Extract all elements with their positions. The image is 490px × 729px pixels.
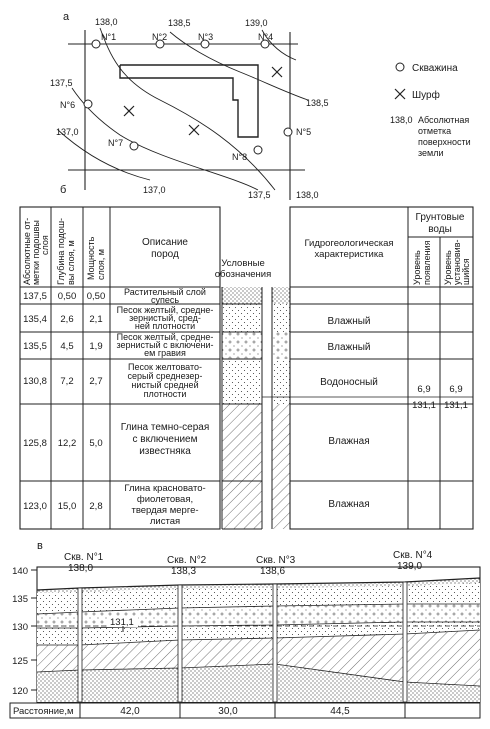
distance-value: 44,5 [330, 706, 350, 717]
borehole-log-table [20, 184, 473, 529]
svg-text:N°4: N°4 [258, 32, 274, 42]
svg-text:воды: воды [428, 224, 452, 235]
svg-text:Глина красновато-: Глина красновато- [124, 483, 206, 494]
svg-text:2,8: 2,8 [89, 501, 103, 512]
svg-text:N°2: N°2 [152, 32, 168, 42]
svg-text:Песок желтый, средне-: Песок желтый, средне- [116, 305, 214, 315]
legend-well: Скважина [412, 63, 458, 74]
building-outline [120, 65, 258, 137]
svg-text:Песок желтовато-: Песок желтовато- [127, 362, 203, 372]
svg-text:Влажный: Влажный [327, 342, 371, 353]
svg-text:нистый средней: нистый средней [131, 380, 199, 390]
svg-text:слоя: слоя [40, 235, 50, 255]
svg-text:Скв. N°2: Скв. N°2 [167, 555, 207, 566]
svg-text:N°6: N°6 [60, 100, 76, 110]
contour-label: 138,5 [306, 98, 329, 108]
distance-value: 42,0 [120, 706, 140, 717]
svg-text:Песок желтый, средне-: Песок желтый, средне- [116, 332, 214, 342]
svg-text:обозначения: обозначения [214, 269, 272, 280]
svg-text:вы слоя, м: вы слоя, м [66, 240, 76, 285]
header-symbols: Условные [221, 258, 265, 269]
contour-label: 138,0 [296, 190, 319, 200]
svg-text:Уровень: Уровень [412, 250, 422, 285]
header-description: Описание [141, 237, 189, 248]
well-marker [258, 32, 273, 48]
svg-text:137,5: 137,5 [23, 291, 47, 302]
svg-text:135,5: 135,5 [23, 341, 47, 352]
svg-text:0,50: 0,50 [57, 291, 77, 302]
svg-text:пород: пород [151, 249, 179, 260]
contour-label: 138,0 [95, 17, 118, 27]
distance-label: Расстояние,м [13, 706, 74, 717]
svg-text:5,0: 5,0 [89, 438, 103, 449]
well-marker [198, 32, 213, 48]
svg-text:Растительный слой: Растительный слой [124, 287, 206, 297]
svg-text:шийся: шийся [461, 258, 471, 285]
svg-text:плотности: плотности [143, 389, 187, 399]
y-axis [12, 566, 37, 697]
svg-text:серый среднезер-: серый среднезер- [127, 371, 203, 381]
svg-text:Скв. N°1: Скв. N°1 [64, 552, 104, 563]
svg-text:2,6: 2,6 [60, 314, 74, 325]
table-row [23, 305, 370, 331]
svg-text:зернистый, сред-: зернистый, сред- [129, 313, 201, 323]
svg-text:ней плотности: ней плотности [134, 321, 196, 331]
header-abs-mark [22, 218, 50, 285]
well-marker [284, 127, 311, 137]
site-plan [50, 11, 471, 200]
svg-text:Влажная: Влажная [328, 499, 370, 510]
well-marker [232, 146, 262, 162]
svg-text:2,1: 2,1 [89, 314, 103, 325]
water-level-label: 131,1 [110, 617, 134, 628]
svg-text:138,6: 138,6 [260, 566, 286, 577]
table-row [23, 422, 370, 457]
svg-text:15,0: 15,0 [57, 501, 77, 512]
svg-text:131,1: 131,1 [412, 400, 436, 411]
contour-line [58, 130, 150, 180]
svg-text:6,9: 6,9 [417, 384, 431, 395]
svg-text:130,8: 130,8 [23, 376, 47, 387]
svg-text:2,7: 2,7 [89, 376, 103, 387]
svg-text:земли: земли [418, 148, 444, 158]
section-a-label: а [63, 11, 70, 23]
svg-text:N°5: N°5 [296, 127, 312, 137]
svg-text:зернистый с включени-: зернистый с включени- [116, 340, 214, 350]
svg-text:Абсолютная: Абсолютная [418, 115, 470, 125]
svg-text:Влажная: Влажная [328, 436, 370, 447]
section-b-label: б [60, 184, 67, 196]
svg-text:138,3: 138,3 [171, 566, 197, 577]
contour-label: 137,5 [248, 190, 271, 200]
svg-text:листая: листая [149, 516, 181, 527]
svg-text:слоя, м: слоя, м [96, 249, 106, 280]
svg-text:130: 130 [12, 622, 28, 633]
svg-text:поверхности: поверхности [418, 137, 471, 147]
svg-text:12,2: 12,2 [57, 438, 77, 449]
svg-text:N°3: N°3 [198, 32, 214, 42]
svg-text:отметка: отметка [418, 126, 452, 136]
well-marker [152, 32, 167, 48]
svg-text:Глубина подош-: Глубина подош- [56, 217, 66, 285]
svg-text:7,2: 7,2 [60, 376, 74, 387]
svg-text:установив-: установив- [452, 239, 462, 285]
header-gw-appear [412, 240, 432, 285]
svg-text:Водоносный: Водоносный [320, 377, 378, 388]
svg-text:1,9: 1,9 [89, 341, 103, 352]
legend-elev-value: 138,0 [390, 115, 413, 125]
table-row [23, 483, 370, 527]
svg-text:135,4: 135,4 [23, 314, 47, 325]
header-hydro: Гидрогеологическая [304, 238, 394, 249]
svg-text:140: 140 [12, 566, 28, 577]
contour-label: 137,0 [143, 185, 166, 195]
header-thickness [86, 236, 106, 280]
contour-label: 137,5 [50, 78, 73, 88]
svg-text:появления: появления [422, 240, 432, 285]
svg-text:135: 135 [12, 594, 28, 605]
well-marker [108, 138, 138, 150]
contour-label: 137,0 [56, 127, 79, 137]
contour-label: 139,0 [245, 18, 268, 28]
svg-text:Уровень: Уровень [443, 250, 453, 285]
section-c-label: в [37, 540, 43, 552]
svg-text:фиолетовая,: фиолетовая, [136, 494, 194, 505]
contour-label: 138,5 [168, 18, 191, 28]
well-marker [60, 100, 92, 110]
svg-text:Скв. N°4: Скв. N°4 [393, 550, 433, 561]
table-row [23, 332, 370, 358]
svg-text:метки подошвы: метки подошвы [31, 220, 41, 285]
cross-section [10, 540, 480, 718]
svg-text:125,8: 125,8 [23, 438, 47, 449]
svg-text:N°7: N°7 [108, 138, 124, 148]
svg-text:с включением: с включением [132, 434, 198, 445]
table-row [23, 362, 378, 399]
header-groundwater: Грунтовые [415, 212, 465, 223]
svg-text:125: 125 [12, 656, 28, 667]
svg-text:характеристика: характеристика [314, 249, 384, 260]
svg-text:Мощность: Мощность [86, 236, 96, 280]
svg-text:131,1: 131,1 [444, 400, 468, 411]
plan-legend [390, 63, 471, 158]
contour-line [72, 88, 258, 190]
svg-text:Влажный: Влажный [327, 316, 371, 327]
svg-text:Скв. N°3: Скв. N°3 [256, 555, 296, 566]
header-gw-static [443, 240, 471, 286]
well-marker [92, 32, 116, 48]
distance-value: 30,0 [218, 706, 238, 717]
svg-text:0,50: 0,50 [86, 291, 106, 302]
header-depth [56, 218, 76, 285]
svg-text:ем гравия: ем гравия [144, 348, 186, 358]
svg-text:120: 120 [12, 686, 28, 697]
legend-pit: Шурф [412, 90, 440, 101]
svg-text:Глина темно-серая: Глина темно-серая [120, 422, 210, 433]
svg-text:123,0: 123,0 [23, 501, 47, 512]
svg-text:6,9: 6,9 [449, 384, 463, 395]
svg-text:супесь: супесь [150, 295, 180, 305]
svg-text:N°8: N°8 [232, 152, 248, 162]
svg-text:138,0: 138,0 [68, 563, 94, 574]
svg-text:N°1: N°1 [101, 32, 117, 42]
contour-line [170, 32, 308, 100]
svg-text:известняка: известняка [139, 446, 191, 457]
svg-text:139,0: 139,0 [397, 561, 423, 572]
svg-text:4,5: 4,5 [60, 341, 74, 352]
svg-text:твердая мерге-: твердая мерге- [131, 505, 199, 516]
svg-text:Абсолютные от-: Абсолютные от- [22, 217, 32, 285]
